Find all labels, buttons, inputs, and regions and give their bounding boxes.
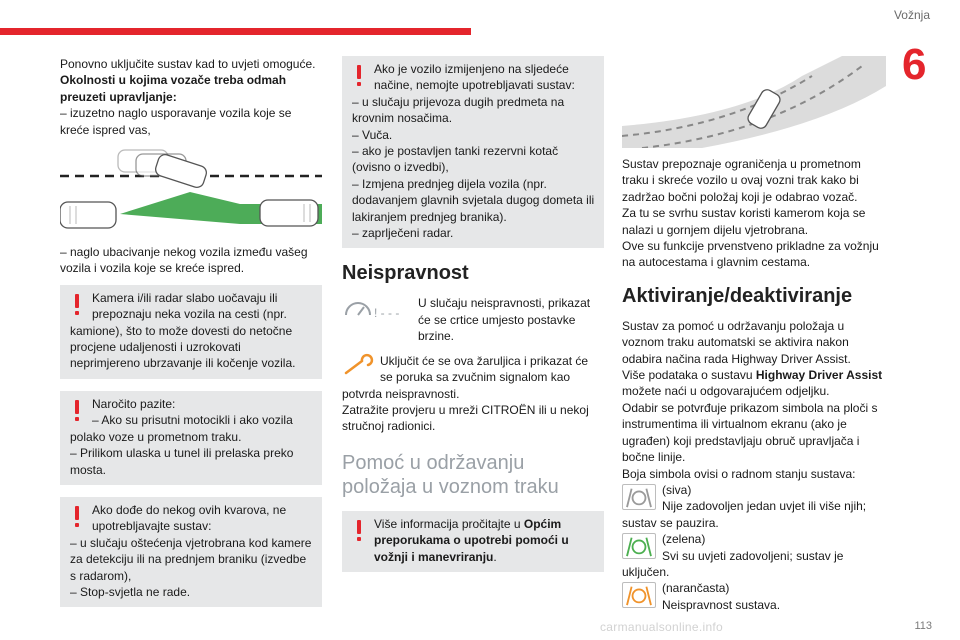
warning-note: Ako je vozilo izmijenjeno na sljedeće načine, nemojte upotrebljavati sustav: – u slučaju prijevoza dugih predmeta na krovnim nosačima. – Vuča. – ako je postavljen tanki rezervni kotač (ovisno o izvedbi), – Izmjena prednjeg dijela vozila (npr. dodavanjem glavnih svjetala dugog dometa ili lakiranjem prednjeg branika). – zaprlječeni radar. bbox=[342, 56, 604, 248]
status-green: (zelena) Svi su uvjeti zadovoljeni; sustav je uključen. bbox=[622, 532, 844, 579]
warning-icon bbox=[72, 294, 82, 316]
svg-text:! - - -: ! - - - bbox=[374, 306, 400, 321]
paragraph: Ponovno uključite sustav kad to uvjeti omoguće. bbox=[60, 57, 316, 71]
warning-icon bbox=[72, 506, 82, 528]
section-heading: Pomoć u održavanju položaja u voznom traku bbox=[342, 451, 559, 498]
status-gray: (siva) Nije zadovoljen jedan uvjet ili više njih; sustav se pauzira. bbox=[622, 482, 867, 530]
status-orange: (narančasta) Neispravnost sustava. bbox=[622, 580, 886, 613]
warning-note: Kamera i/ili radar slabo uočavaju ili prepoznaju neka vozila na cesti (npr. kamione), što to može dovesti do netočne procjene udaljenosti i uzrokovati neprimjereno ubrzavanje ili kočenje vozila. bbox=[60, 285, 322, 379]
warning-note: Naročito pazite: – Ako su prisutni motocikli i ako vozila polako voze u prometnom traku. – Prilikom ulaska u tunel ili prelaska preko mosta. bbox=[60, 391, 322, 485]
fault-row: Uključit će se ova žaruljica i prikazat će se poruka sa zvučnim signalom kao potvrda neispravnosti. Zatražite provjeru u mreži CITROËN ili u nekoj stručnoj radionici. bbox=[342, 353, 589, 434]
watermark: carmanualsonline.info bbox=[600, 620, 724, 634]
dashes-speed-display-icon bbox=[342, 295, 412, 325]
wrench-warning-light-icon bbox=[342, 353, 376, 379]
lane-keeping-illustration bbox=[622, 56, 886, 148]
section-title: Vožnja bbox=[893, 8, 930, 22]
warning-icon bbox=[354, 65, 364, 87]
distance-illustration bbox=[60, 144, 322, 238]
bold-paragraph: Okolnosti u kojima vozače treba odmah preuzeti upravljanje: bbox=[60, 73, 287, 104]
page-number: 113 bbox=[914, 620, 932, 632]
column-1 bbox=[60, 56, 322, 617]
fault-row bbox=[342, 295, 604, 344]
header-accent-bar bbox=[0, 28, 471, 35]
fault-text: U slučaju neispravnosti, prikazat će se crtice umjesto postavke brzine. bbox=[418, 296, 591, 344]
warning-icon bbox=[354, 520, 364, 542]
list-item: – naglo ubacivanje nekog vozila između vašeg vozila i vozila koje se kreće ispred. bbox=[60, 245, 308, 276]
warning-note: Ako dođe do nekog ovih kvarova, ne upotrebljavajte sustav: – u slučaju oštećenja vjetrobrana kod kamere za detekciju ili na prednjem braniku (izvedbe s radarom), – Stop-svjetla ne rade. bbox=[60, 497, 322, 607]
column-2 bbox=[342, 56, 604, 582]
lane-assist-gray-icon bbox=[622, 484, 656, 510]
section-heading: Aktiviranje/deaktiviranje bbox=[622, 284, 853, 307]
list-item: – izuzetno naglo usporavanje vozila koje se kreće ispred vas, bbox=[60, 106, 292, 137]
column-3: Sustav prepoznaje ograničenja u prometnom traku i skreće vozilo u ovaj vozni trak kako bi zadržao bočni položaj koji je odabrao vozač. Za tu se svrhu sustav koristi kamerom koja se nalazi u gornjem dijelu vjetrobrana. Ove su funkcije prvenstveno prikladne za vožnju na autocestama i glavnim cestama. Aktiviranje/deaktiviranje Sustav za pomoć u održavanju položaja u voznom traku automatski se aktivira nakon odabira načina rada Highway Driver Assist. Više podataka o sustavu Highway Driver Assist možete naći u odgovarajućem odjeljku. Odabir se potvrđuje prikazom simbola na ploči s instrumentima ili virtualnom ekranu (ako je ugrađen) koji predstavljaju obruč upravljača i bočne linije. Boja simbola ovisi o radnom stanju sustava: (siva) Nije zadovoljen jedan uvjet ili više njih; sustav se pauzira. (zelena) Svi su uvjeti zadovoljeni; sustav je uključen. (narančasta) Neispravnost sustava. bbox=[622, 56, 886, 613]
warning-icon bbox=[72, 400, 82, 422]
lane-assist-orange-icon bbox=[622, 582, 656, 608]
chapter-number: 6 bbox=[902, 40, 927, 89]
section-heading: Neispravnost bbox=[342, 262, 469, 285]
info-note: Više informacija pročitajte u Općim preporukama o upotrebi pomoći u vožnji i manevriranju. bbox=[342, 511, 604, 572]
lane-assist-green-icon bbox=[622, 533, 656, 559]
